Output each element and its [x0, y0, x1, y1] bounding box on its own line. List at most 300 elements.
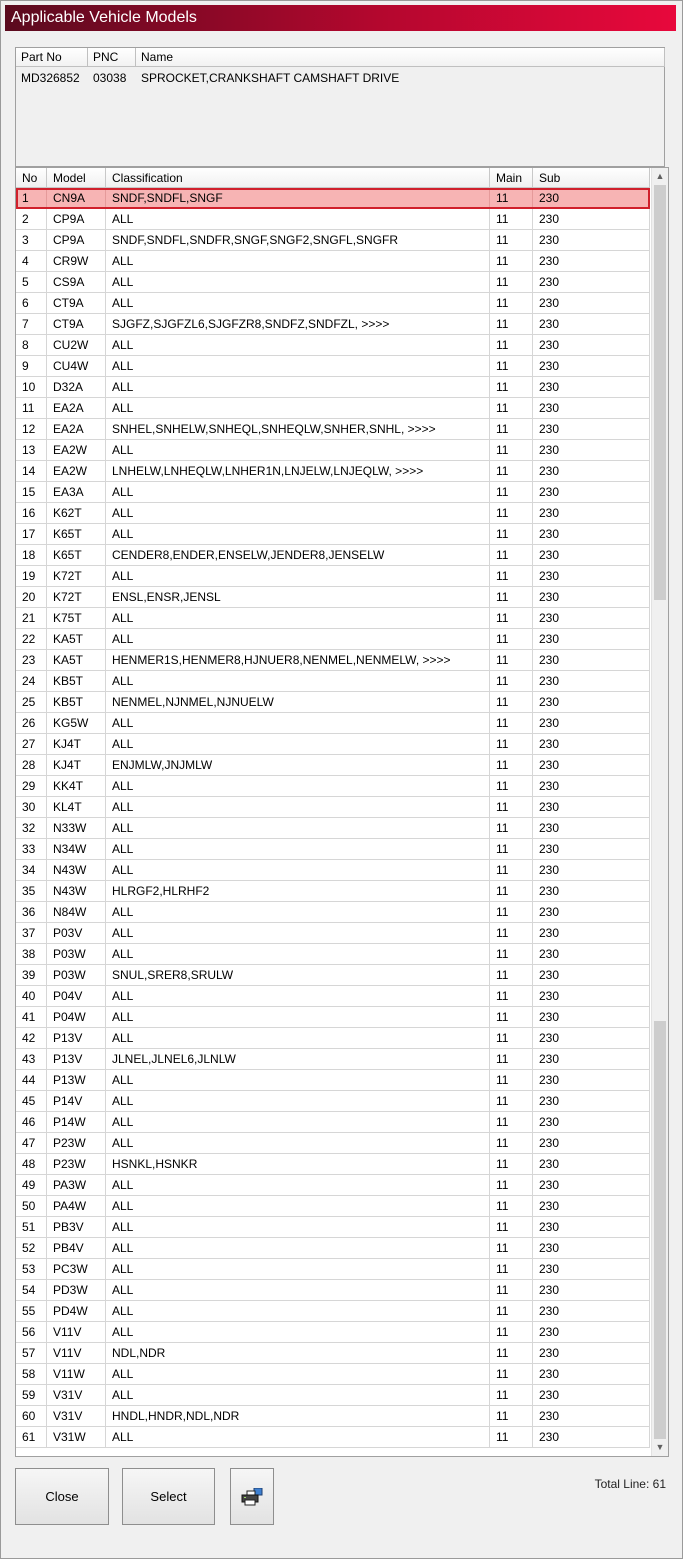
- row-model: K75T: [47, 608, 106, 628]
- row-model: EA2W: [47, 440, 106, 460]
- row-no: 36: [16, 902, 47, 922]
- col-header-no[interactable]: No: [16, 168, 47, 188]
- table-row[interactable]: [16, 797, 650, 818]
- row-model: KB5T: [47, 692, 106, 712]
- row-model: N43W: [47, 881, 106, 901]
- table-row[interactable]: [16, 440, 650, 461]
- row-model: KA5T: [47, 629, 106, 649]
- row-main: 11: [490, 818, 533, 838]
- scrollbar-thumb-lower[interactable]: [654, 1021, 666, 1439]
- table-row[interactable]: [16, 524, 650, 545]
- row-main: 11: [490, 713, 533, 733]
- row-no: 61: [16, 1427, 47, 1447]
- row-sub: 230: [533, 482, 650, 502]
- row-model: KB5T: [47, 671, 106, 691]
- row-classification: ALL: [106, 1238, 490, 1258]
- row-sub: 230: [533, 1217, 650, 1237]
- row-classification: ALL: [106, 608, 490, 628]
- row-classification: ALL: [106, 335, 490, 355]
- close-button[interactable]: Close: [15, 1468, 109, 1525]
- row-main: 11: [490, 629, 533, 649]
- row-classification: ALL: [106, 1364, 490, 1384]
- row-no: 57: [16, 1343, 47, 1363]
- row-no: 55: [16, 1301, 47, 1321]
- table-row[interactable]: [16, 776, 650, 797]
- row-no: 42: [16, 1028, 47, 1048]
- row-classification: NENMEL,NJNMEL,NJNUELW: [106, 692, 490, 712]
- row-sub: 230: [533, 713, 650, 733]
- row-sub: 230: [533, 776, 650, 796]
- row-no: 58: [16, 1364, 47, 1384]
- col-header-part-no[interactable]: Part No: [16, 48, 88, 67]
- row-main: 11: [490, 1217, 533, 1237]
- row-sub: 230: [533, 608, 650, 628]
- table-row[interactable]: [16, 314, 650, 335]
- row-model: CT9A: [47, 293, 106, 313]
- table-row[interactable]: [16, 1091, 650, 1112]
- row-sub: 230: [533, 923, 650, 943]
- table-row[interactable]: [16, 209, 650, 230]
- row-no: 60: [16, 1406, 47, 1426]
- row-sub: 230: [533, 755, 650, 775]
- table-row[interactable]: [16, 566, 650, 587]
- row-sub: 230: [533, 1112, 650, 1132]
- table-row[interactable]: [16, 587, 650, 608]
- row-model: PB4V: [47, 1238, 106, 1258]
- row-classification: ALL: [106, 902, 490, 922]
- row-no: 45: [16, 1091, 47, 1111]
- table-row[interactable]: [16, 608, 650, 629]
- row-no: 25: [16, 692, 47, 712]
- row-model: EA2A: [47, 398, 106, 418]
- table-row[interactable]: [16, 671, 650, 692]
- row-classification: SNDF,SNDFL,SNDFR,SNGF,SNGF2,SNGFL,SNGFR: [106, 230, 490, 250]
- row-model: CS9A: [47, 272, 106, 292]
- row-model: KA5T: [47, 650, 106, 670]
- scroll-down-arrow-icon[interactable]: ▼: [655, 1442, 665, 1452]
- row-sub: 230: [533, 944, 650, 964]
- row-sub: 230: [533, 566, 650, 586]
- table-row[interactable]: [16, 860, 650, 881]
- row-sub: 230: [533, 1259, 650, 1279]
- part-info-header: [16, 48, 665, 67]
- table-row[interactable]: [16, 272, 650, 293]
- vehicle-list-rows: [16, 188, 650, 1448]
- row-no: 34: [16, 860, 47, 880]
- row-sub: 230: [533, 503, 650, 523]
- row-sub: 230: [533, 1028, 650, 1048]
- row-no: 46: [16, 1112, 47, 1132]
- table-row[interactable]: [16, 1343, 650, 1364]
- row-classification: ALL: [106, 944, 490, 964]
- row-sub: 230: [533, 356, 650, 376]
- row-classification: ALL: [106, 482, 490, 502]
- part-no-value: MD326852: [21, 71, 80, 85]
- col-header-name[interactable]: Name: [136, 48, 665, 67]
- row-sub: 230: [533, 272, 650, 292]
- select-button[interactable]: Select: [122, 1468, 215, 1525]
- row-model: CU4W: [47, 356, 106, 376]
- table-row[interactable]: [16, 293, 650, 314]
- row-no: 9: [16, 356, 47, 376]
- table-row[interactable]: [16, 755, 650, 776]
- row-no: 54: [16, 1280, 47, 1300]
- row-classification: ALL: [106, 1175, 490, 1195]
- row-model: N43W: [47, 860, 106, 880]
- row-no: 28: [16, 755, 47, 775]
- row-model: CU2W: [47, 335, 106, 355]
- table-row[interactable]: [16, 503, 650, 524]
- table-row[interactable]: [16, 902, 650, 923]
- table-row[interactable]: [16, 965, 650, 986]
- row-classification: SNHEL,SNHELW,SNHEQL,SNHEQLW,SNHER,SNHL, >>>>: [106, 419, 490, 439]
- row-sub: 230: [533, 314, 650, 334]
- table-row[interactable]: [16, 1217, 650, 1238]
- table-row[interactable]: [16, 629, 650, 650]
- row-sub: 230: [533, 734, 650, 754]
- table-row[interactable]: [16, 923, 650, 944]
- row-main: 11: [490, 1280, 533, 1300]
- row-no: 35: [16, 881, 47, 901]
- print-button[interactable]: [230, 1468, 274, 1525]
- row-classification: ALL: [106, 377, 490, 397]
- row-main: 11: [490, 839, 533, 859]
- row-model: KK4T: [47, 776, 106, 796]
- row-classification: HENMER1S,HENMER8,HJNUER8,NENMEL,NENMELW, >>>>: [106, 650, 490, 670]
- row-model: P03V: [47, 923, 106, 943]
- table-row[interactable]: [16, 419, 650, 440]
- row-no: 53: [16, 1259, 47, 1279]
- row-sub: 230: [533, 440, 650, 460]
- row-classification: SJGFZ,SJGFZL6,SJGFZR8,SNDFZ,SNDFZL, >>>>: [106, 314, 490, 334]
- row-classification: ALL: [106, 671, 490, 691]
- row-model: CR9W: [47, 251, 106, 271]
- table-row[interactable]: [16, 1028, 650, 1049]
- row-main: 11: [490, 671, 533, 691]
- row-no: 16: [16, 503, 47, 523]
- row-no: 26: [16, 713, 47, 733]
- row-main: 11: [490, 566, 533, 586]
- scroll-up-arrow-icon[interactable]: ▲: [655, 171, 665, 181]
- table-row[interactable]: [16, 1427, 650, 1448]
- row-sub: 230: [533, 419, 650, 439]
- row-no: 15: [16, 482, 47, 502]
- row-classification: ALL: [106, 1112, 490, 1132]
- row-sub: 230: [533, 1091, 650, 1111]
- table-row[interactable]: [16, 1406, 650, 1427]
- row-sub: 230: [533, 1049, 650, 1069]
- row-no: 11: [16, 398, 47, 418]
- row-sub: 230: [533, 818, 650, 838]
- row-classification: ALL: [106, 524, 490, 544]
- row-no: 12: [16, 419, 47, 439]
- row-main: 11: [490, 1343, 533, 1363]
- row-no: 44: [16, 1070, 47, 1090]
- row-no: 33: [16, 839, 47, 859]
- part-name-value: SPROCKET,CRANKSHAFT CAMSHAFT DRIVE: [141, 71, 400, 85]
- row-classification: ALL: [106, 1217, 490, 1237]
- window-title: Applicable Vehicle Models: [5, 5, 676, 31]
- table-row[interactable]: [16, 1112, 650, 1133]
- row-main: 11: [490, 776, 533, 796]
- row-no: 17: [16, 524, 47, 544]
- row-main: 11: [490, 650, 533, 670]
- table-row[interactable]: [16, 1154, 650, 1175]
- row-sub: 230: [533, 1322, 650, 1342]
- table-row[interactable]: [16, 944, 650, 965]
- vertical-scrollbar[interactable]: [651, 168, 668, 1456]
- row-model: P13V: [47, 1028, 106, 1048]
- row-model: KL4T: [47, 797, 106, 817]
- row-sub: 230: [533, 1364, 650, 1384]
- table-row[interactable]: [16, 650, 650, 671]
- table-row[interactable]: [16, 545, 650, 566]
- row-sub: 230: [533, 1196, 650, 1216]
- row-sub: 230: [533, 587, 650, 607]
- row-sub: 230: [533, 1070, 650, 1090]
- row-model: V11V: [47, 1322, 106, 1342]
- row-no: 2: [16, 209, 47, 229]
- row-sub: 230: [533, 230, 650, 250]
- total-line-label: Total Line: 61: [594, 1477, 666, 1491]
- row-sub: 230: [533, 671, 650, 691]
- row-classification: ALL: [106, 398, 490, 418]
- row-main: 11: [490, 419, 533, 439]
- row-sub: 230: [533, 1133, 650, 1153]
- row-model: P04V: [47, 986, 106, 1006]
- table-row[interactable]: [16, 692, 650, 713]
- table-row[interactable]: [16, 1070, 650, 1091]
- row-main: 11: [490, 209, 533, 229]
- row-no: 48: [16, 1154, 47, 1174]
- row-no: 4: [16, 251, 47, 271]
- row-model: PB3V: [47, 1217, 106, 1237]
- row-no: 13: [16, 440, 47, 460]
- row-sub: 230: [533, 692, 650, 712]
- row-model: EA2W: [47, 461, 106, 481]
- row-no: 8: [16, 335, 47, 355]
- row-main: 11: [490, 398, 533, 418]
- row-no: 52: [16, 1238, 47, 1258]
- row-main: 11: [490, 1133, 533, 1153]
- row-classification: ALL: [106, 503, 490, 523]
- row-model: CP9A: [47, 209, 106, 229]
- row-classification: ALL: [106, 1385, 490, 1405]
- row-sub: 230: [533, 650, 650, 670]
- row-classification: ALL: [106, 293, 490, 313]
- row-main: 11: [490, 356, 533, 376]
- table-row[interactable]: [16, 839, 650, 860]
- table-row[interactable]: [16, 1196, 650, 1217]
- table-row[interactable]: [16, 251, 650, 272]
- row-no: 3: [16, 230, 47, 250]
- row-sub: 230: [533, 1406, 650, 1426]
- table-row[interactable]: [16, 230, 650, 251]
- row-no: 5: [16, 272, 47, 292]
- row-sub: 230: [533, 1385, 650, 1405]
- row-main: 11: [490, 1091, 533, 1111]
- row-no: 10: [16, 377, 47, 397]
- row-sub: 230: [533, 629, 650, 649]
- row-classification: ALL: [106, 272, 490, 292]
- col-header-model[interactable]: Model: [47, 168, 106, 188]
- row-model: N33W: [47, 818, 106, 838]
- row-classification: ALL: [106, 923, 490, 943]
- row-classification: ALL: [106, 1301, 490, 1321]
- row-no: 59: [16, 1385, 47, 1405]
- table-row[interactable]: [16, 1280, 650, 1301]
- table-row[interactable]: [16, 335, 650, 356]
- row-model: PC3W: [47, 1259, 106, 1279]
- row-main: 11: [490, 734, 533, 754]
- row-sub: 230: [533, 1427, 650, 1447]
- table-row[interactable]: [16, 1175, 650, 1196]
- row-main: 11: [490, 1259, 533, 1279]
- row-no: 56: [16, 1322, 47, 1342]
- row-model: P13V: [47, 1049, 106, 1069]
- table-row[interactable]: [16, 1385, 650, 1406]
- row-model: K62T: [47, 503, 106, 523]
- table-row[interactable]: [16, 986, 650, 1007]
- table-row[interactable]: [16, 482, 650, 503]
- row-classification: ALL: [106, 734, 490, 754]
- table-row[interactable]: [16, 713, 650, 734]
- table-row[interactable]: [16, 818, 650, 839]
- table-row[interactable]: [16, 1049, 650, 1070]
- row-main: 11: [490, 1385, 533, 1405]
- vehicle-models-list[interactable]: [15, 167, 669, 1457]
- row-main: 11: [490, 230, 533, 250]
- row-main: 11: [490, 1406, 533, 1426]
- row-no: 23: [16, 650, 47, 670]
- row-classification: ALL: [106, 566, 490, 586]
- row-sub: 230: [533, 797, 650, 817]
- pnc-value: 03038: [93, 71, 127, 85]
- row-main: 11: [490, 1427, 533, 1447]
- row-model: N34W: [47, 839, 106, 859]
- row-main: 11: [490, 251, 533, 271]
- row-classification: ALL: [106, 1070, 490, 1090]
- row-main: 11: [490, 860, 533, 880]
- row-main: 11: [490, 755, 533, 775]
- row-main: 11: [490, 293, 533, 313]
- row-classification: ALL: [106, 1196, 490, 1216]
- row-main: 11: [490, 944, 533, 964]
- part-info-panel: [15, 47, 665, 167]
- col-header-pnc[interactable]: PNC: [88, 48, 136, 67]
- row-sub: 230: [533, 1238, 650, 1258]
- row-model: P03W: [47, 944, 106, 964]
- row-sub: 230: [533, 209, 650, 229]
- printer-icon: [241, 1488, 263, 1506]
- row-model: CT9A: [47, 314, 106, 334]
- row-classification: LNHELW,LNHEQLW,LNHER1N,LNJELW,LNJEQLW, >>>>: [106, 461, 490, 481]
- row-classification: ALL: [106, 440, 490, 460]
- row-model: KG5W: [47, 713, 106, 733]
- row-classification: ALL: [106, 209, 490, 229]
- table-row[interactable]: [16, 1322, 650, 1343]
- row-no: 14: [16, 461, 47, 481]
- row-model: V31V: [47, 1406, 106, 1426]
- row-model: V31W: [47, 1427, 106, 1447]
- table-row[interactable]: [16, 1301, 650, 1322]
- table-row[interactable]: [16, 881, 650, 902]
- row-model: CP9A: [47, 230, 106, 250]
- table-row-selected[interactable]: [16, 188, 650, 209]
- row-main: 11: [490, 377, 533, 397]
- table-row[interactable]: [16, 377, 650, 398]
- row-model: P14V: [47, 1091, 106, 1111]
- row-model: V31V: [47, 1385, 106, 1405]
- row-main: 11: [490, 1112, 533, 1132]
- row-model: P13W: [47, 1070, 106, 1090]
- row-main: 11: [490, 482, 533, 502]
- row-no: 30: [16, 797, 47, 817]
- row-main: 11: [490, 608, 533, 628]
- row-no: 38: [16, 944, 47, 964]
- row-main: 11: [490, 881, 533, 901]
- row-main: 11: [490, 1301, 533, 1321]
- row-no: 24: [16, 671, 47, 691]
- row-classification: ALL: [106, 1091, 490, 1111]
- part-info-row[interactable]: [16, 69, 665, 87]
- row-model: PD3W: [47, 1280, 106, 1300]
- row-sub: 230: [533, 524, 650, 544]
- row-no: 22: [16, 629, 47, 649]
- table-row[interactable]: [16, 356, 650, 377]
- table-row[interactable]: [16, 1364, 650, 1385]
- row-classification: ALL: [106, 1133, 490, 1153]
- row-model: V11W: [47, 1364, 106, 1384]
- table-row[interactable]: [16, 1133, 650, 1154]
- row-no: 43: [16, 1049, 47, 1069]
- row-no: 6: [16, 293, 47, 313]
- row-main: 11: [490, 545, 533, 565]
- row-classification: ALL: [106, 629, 490, 649]
- row-classification: ALL: [106, 1322, 490, 1342]
- row-main: 11: [490, 692, 533, 712]
- row-sub: 230: [533, 1301, 650, 1321]
- row-main: 11: [490, 965, 533, 985]
- table-row[interactable]: [16, 734, 650, 755]
- table-row[interactable]: [16, 398, 650, 419]
- table-row[interactable]: [16, 1259, 650, 1280]
- row-classification: ALL: [106, 1007, 490, 1027]
- scrollbar-track[interactable]: [652, 185, 668, 1439]
- row-main: 11: [490, 272, 533, 292]
- table-row[interactable]: [16, 1238, 650, 1259]
- row-no: 7: [16, 314, 47, 334]
- row-sub: 230: [533, 1280, 650, 1300]
- row-sub: 230: [533, 1154, 650, 1174]
- row-classification: ALL: [106, 797, 490, 817]
- row-model: P04W: [47, 1007, 106, 1027]
- row-no: 40: [16, 986, 47, 1006]
- row-model: KJ4T: [47, 755, 106, 775]
- row-main: 11: [490, 1238, 533, 1258]
- row-model: V11V: [47, 1343, 106, 1363]
- col-header-classification[interactable]: Classification: [106, 168, 490, 188]
- row-sub: 230: [533, 293, 650, 313]
- scrollbar-thumb[interactable]: [654, 185, 666, 600]
- row-no: 27: [16, 734, 47, 754]
- col-header-main[interactable]: Main: [490, 168, 533, 188]
- col-header-sub[interactable]: Sub: [533, 168, 650, 188]
- table-row[interactable]: [16, 1007, 650, 1028]
- table-row[interactable]: [16, 461, 650, 482]
- row-no: 29: [16, 776, 47, 796]
- row-sub: 230: [533, 902, 650, 922]
